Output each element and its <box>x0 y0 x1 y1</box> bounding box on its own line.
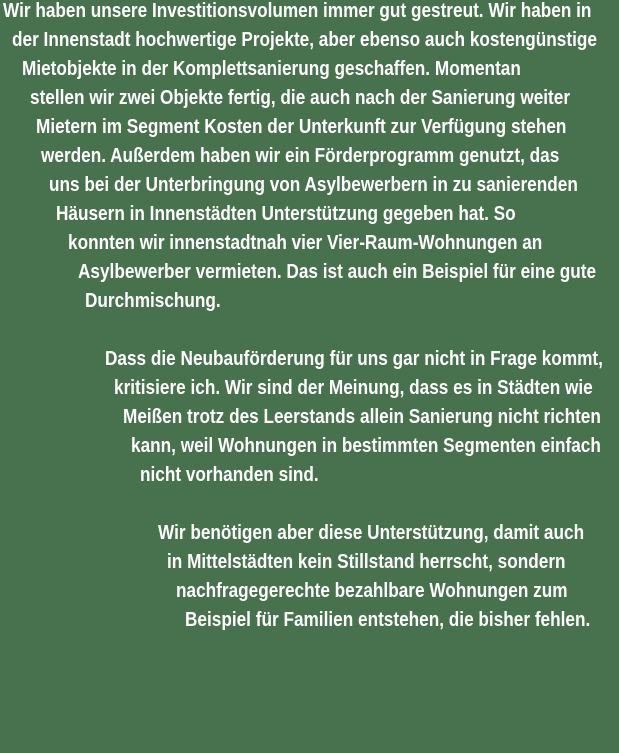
text-line-p2-l4: kann, weil Wohnungen in bestimmten Segmenten einfach <box>131 435 601 457</box>
text-line-p3-l2: in Mittelstädten kein Stillstand herrscht, sondern <box>167 551 566 573</box>
text-line-p1-l8: Häusern in Innenstädten Unterstützung gegeben hat. So <box>56 203 516 225</box>
text-line-p1-l9: konnten wir innenstadtnah vier Vier-Raum-Wohnungen an <box>68 232 543 254</box>
text-line-p1-l5: Mietern im Segment Kosten der Unterkunft zur Verfügung stehen <box>36 116 567 138</box>
text-line-p1-l1: Wir haben unsere Investitionsvolumen immer gut gestreut. Wir haben in <box>3 0 592 22</box>
text-line-p2-l2: kritisiere ich. Wir sind der Meinung, dass es in Städten wie <box>114 377 593 399</box>
text-line-p1-l2: der Innenstadt hochwertige Projekte, aber ebenso auch kostengünstige <box>12 29 597 51</box>
text-line-p3-l4: Beispiel für Familien entstehen, die bisher fehlen. <box>185 609 591 631</box>
text-line-p3-l1: Wir benötigen aber diese Unterstützung, damit auch <box>158 522 585 544</box>
text-line-p1-l11: Durchmischung. <box>85 290 221 312</box>
text-line-p1-l3: Mietobjekte in der Komplettsanierung geschaffen. Momentan <box>22 58 521 80</box>
text-line-p2-l3: Meißen trotz des Leerstands allein Sanierung nicht richten <box>123 406 601 428</box>
text-line-p1-l10: Asylbewerber vermieten. Das ist auch ein Beispiel für eine gute <box>78 261 597 283</box>
text-line-p2-l1: Dass die Neubauförderung für uns gar nicht in Frage kommt, <box>105 348 603 370</box>
text-line-p3-l3: nachfragegerechte bezahlbare Wohnungen zum <box>176 580 568 602</box>
text-line-p1-l7: uns bei der Unterbringung von Asylbewerbern in zu sanierenden <box>49 174 578 196</box>
text-line-p1-l4: stellen wir zwei Objekte fertig, die auch nach der Sanierung weiter <box>30 87 571 109</box>
text-line-p1-l6: werden. Außerdem haben wir ein Förderprogramm genutzt, das <box>41 145 560 167</box>
text-line-p2-l5: nicht vorhanden sind. <box>140 464 319 486</box>
